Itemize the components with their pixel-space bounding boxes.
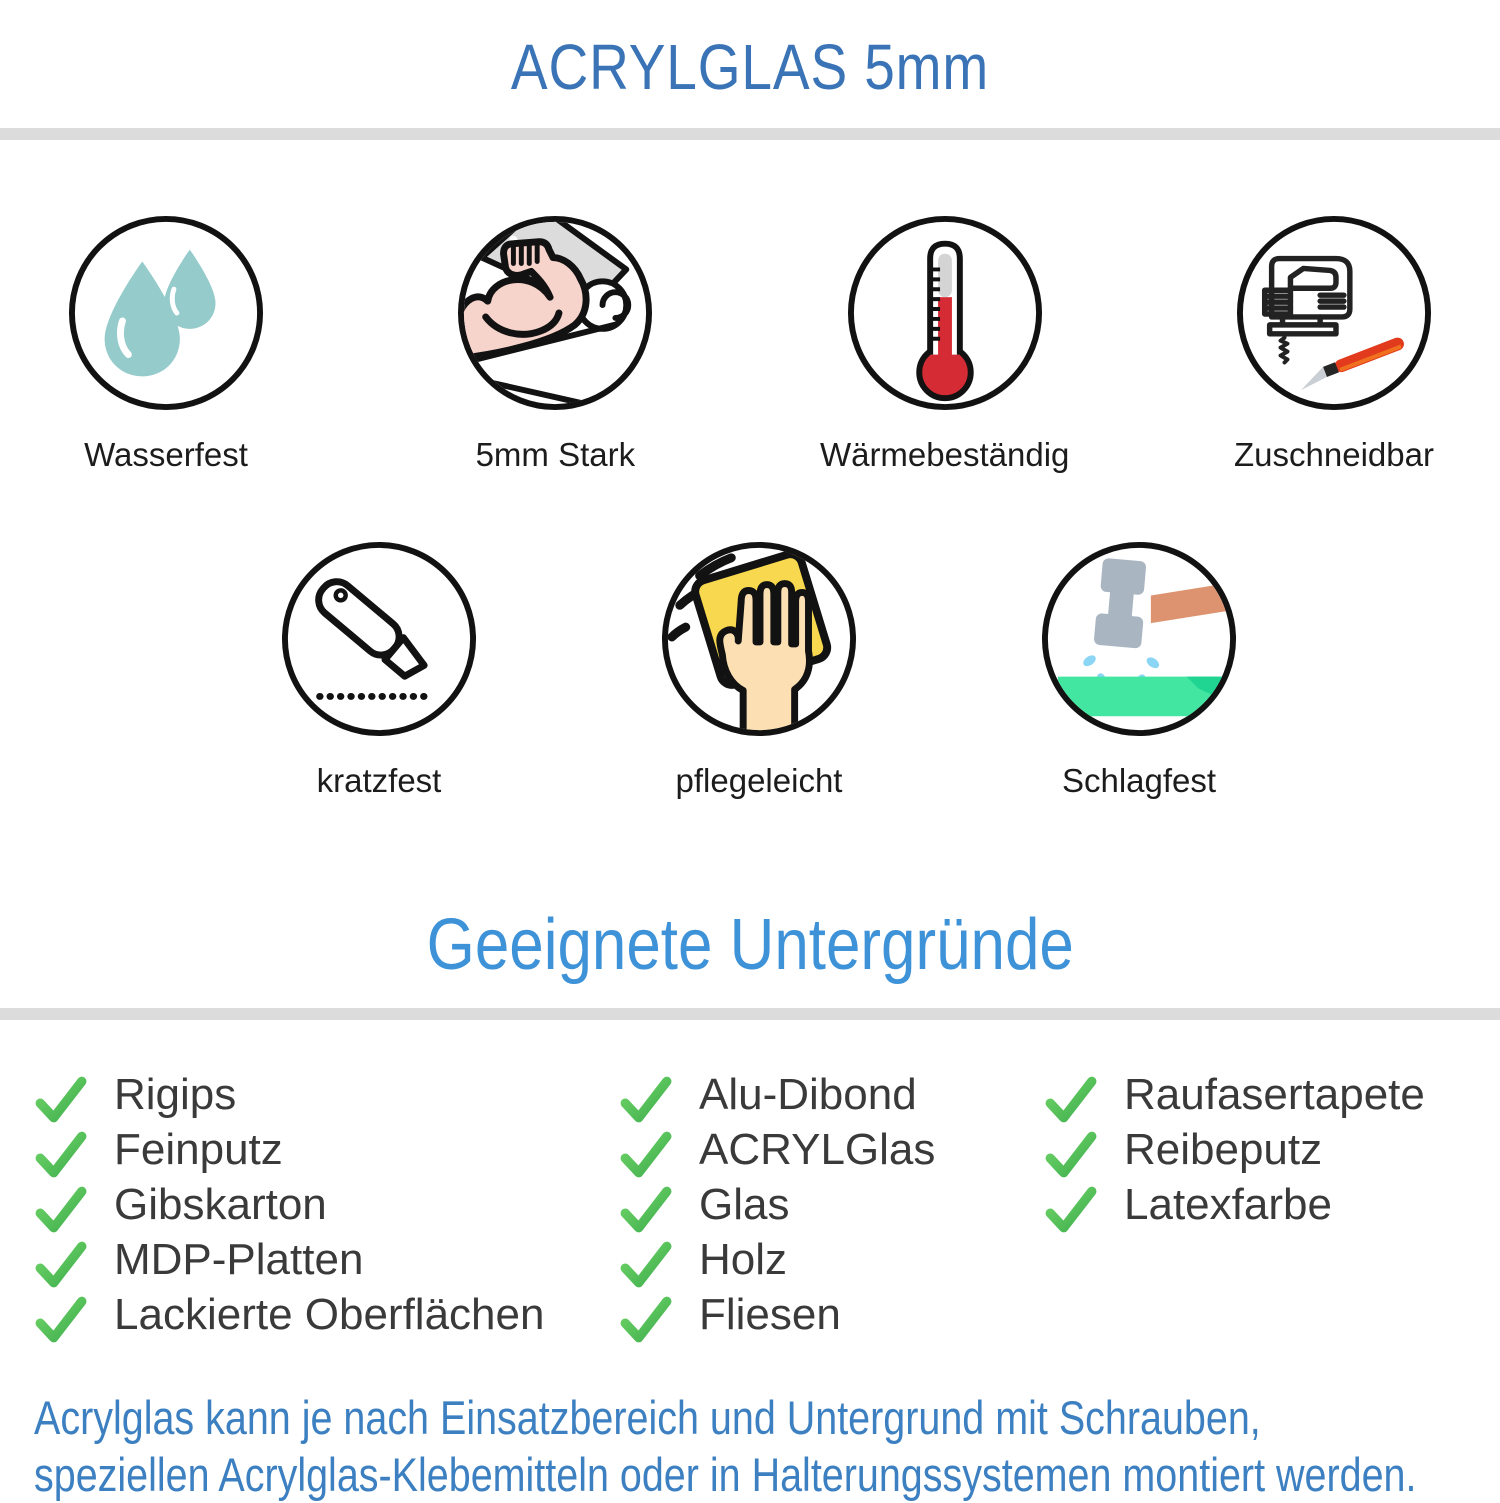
substrates-column-1 — [34, 1069, 619, 1347]
feature-label: 5mm Stark — [475, 436, 636, 473]
feature-5mm-stark — [455, 214, 655, 474]
check-icon — [1044, 1127, 1098, 1181]
substrate-item: Reibeputz — [1044, 1127, 1500, 1172]
section-title-text: Geeignete Untergründe — [426, 905, 1074, 985]
feature-label: Zuschneidbar — [1234, 436, 1434, 473]
substrate-item: Holz — [619, 1237, 1044, 1282]
check-icon — [1044, 1182, 1098, 1236]
page-title-text: ACRYLGLAS 5mm — [510, 31, 990, 103]
thermometer-icon — [846, 214, 1044, 412]
utility-knife-icon — [280, 540, 478, 738]
check-icon — [619, 1237, 673, 1291]
check-icon — [34, 1292, 88, 1346]
feature-label: pflegeleicht — [675, 762, 843, 799]
feature-zuschneidbar — [1234, 214, 1434, 474]
substrate-item: ACRYLGlas — [619, 1127, 1044, 1172]
feature-pflegeleicht — [659, 540, 859, 800]
substrate-item: Raufasertapete — [1044, 1072, 1500, 1117]
substrate-item: Lackierte Oberflächen — [34, 1292, 619, 1337]
feature-waermebestaendig — [819, 214, 1070, 474]
substrate-item: Rigips — [34, 1072, 619, 1117]
check-icon — [619, 1127, 673, 1181]
water-drops-icon — [67, 214, 265, 412]
feature-label: Schlagfest — [1061, 762, 1217, 799]
check-icon — [1044, 1072, 1098, 1126]
substrate-item: Fliesen — [619, 1292, 1044, 1337]
check-icon — [619, 1072, 673, 1126]
check-icon — [34, 1237, 88, 1291]
jigsaw-icon — [1235, 214, 1433, 412]
page-title — [0, 30, 1500, 104]
muscle-arm-icon — [456, 214, 654, 412]
substrate-item: Alu-Dibond — [619, 1072, 1044, 1117]
section-title — [0, 904, 1500, 986]
divider-bar-middle — [0, 1008, 1500, 1020]
feature-wasserfest — [66, 214, 266, 474]
footer-line-2: speziellen Acrylglas-Klebemitteln oder in Halterungssystemen montiert werden. — [34, 1448, 1417, 1501]
cleaning-hand-icon — [660, 540, 858, 738]
check-icon — [34, 1127, 88, 1181]
check-icon — [34, 1182, 88, 1236]
substrates-column-3 — [1044, 1069, 1500, 1347]
check-icon — [619, 1292, 673, 1346]
section-header — [0, 904, 1500, 986]
footer-note — [0, 1389, 1500, 1503]
substrate-item: Gibskarton — [34, 1182, 619, 1227]
check-icon — [619, 1182, 673, 1236]
feature-label: Wasserfest — [84, 436, 248, 473]
feature-label: kratzfest — [316, 762, 442, 799]
features-row-1 — [0, 214, 1500, 474]
substrate-item: Feinputz — [34, 1127, 619, 1172]
hammer-icon — [1040, 540, 1238, 738]
feature-schlagfest — [1039, 540, 1239, 800]
substrates-list — [0, 1069, 1500, 1347]
substrate-item: MDP-Platten — [34, 1237, 619, 1282]
feature-label: Wärmebeständig — [819, 436, 1070, 473]
features-row-2 — [18, 540, 1500, 800]
substrate-item: Latexfarbe — [1044, 1182, 1500, 1227]
divider-bar-top — [0, 128, 1500, 140]
feature-kratzfest — [279, 540, 479, 800]
substrates-column-2 — [619, 1069, 1044, 1347]
header — [0, 0, 1500, 104]
footer-line-1: Acrylglas kann je nach Einsatzbereich und Untergrund mit Schrauben, — [34, 1391, 1261, 1444]
check-icon — [34, 1072, 88, 1126]
substrate-item: Glas — [619, 1182, 1044, 1227]
